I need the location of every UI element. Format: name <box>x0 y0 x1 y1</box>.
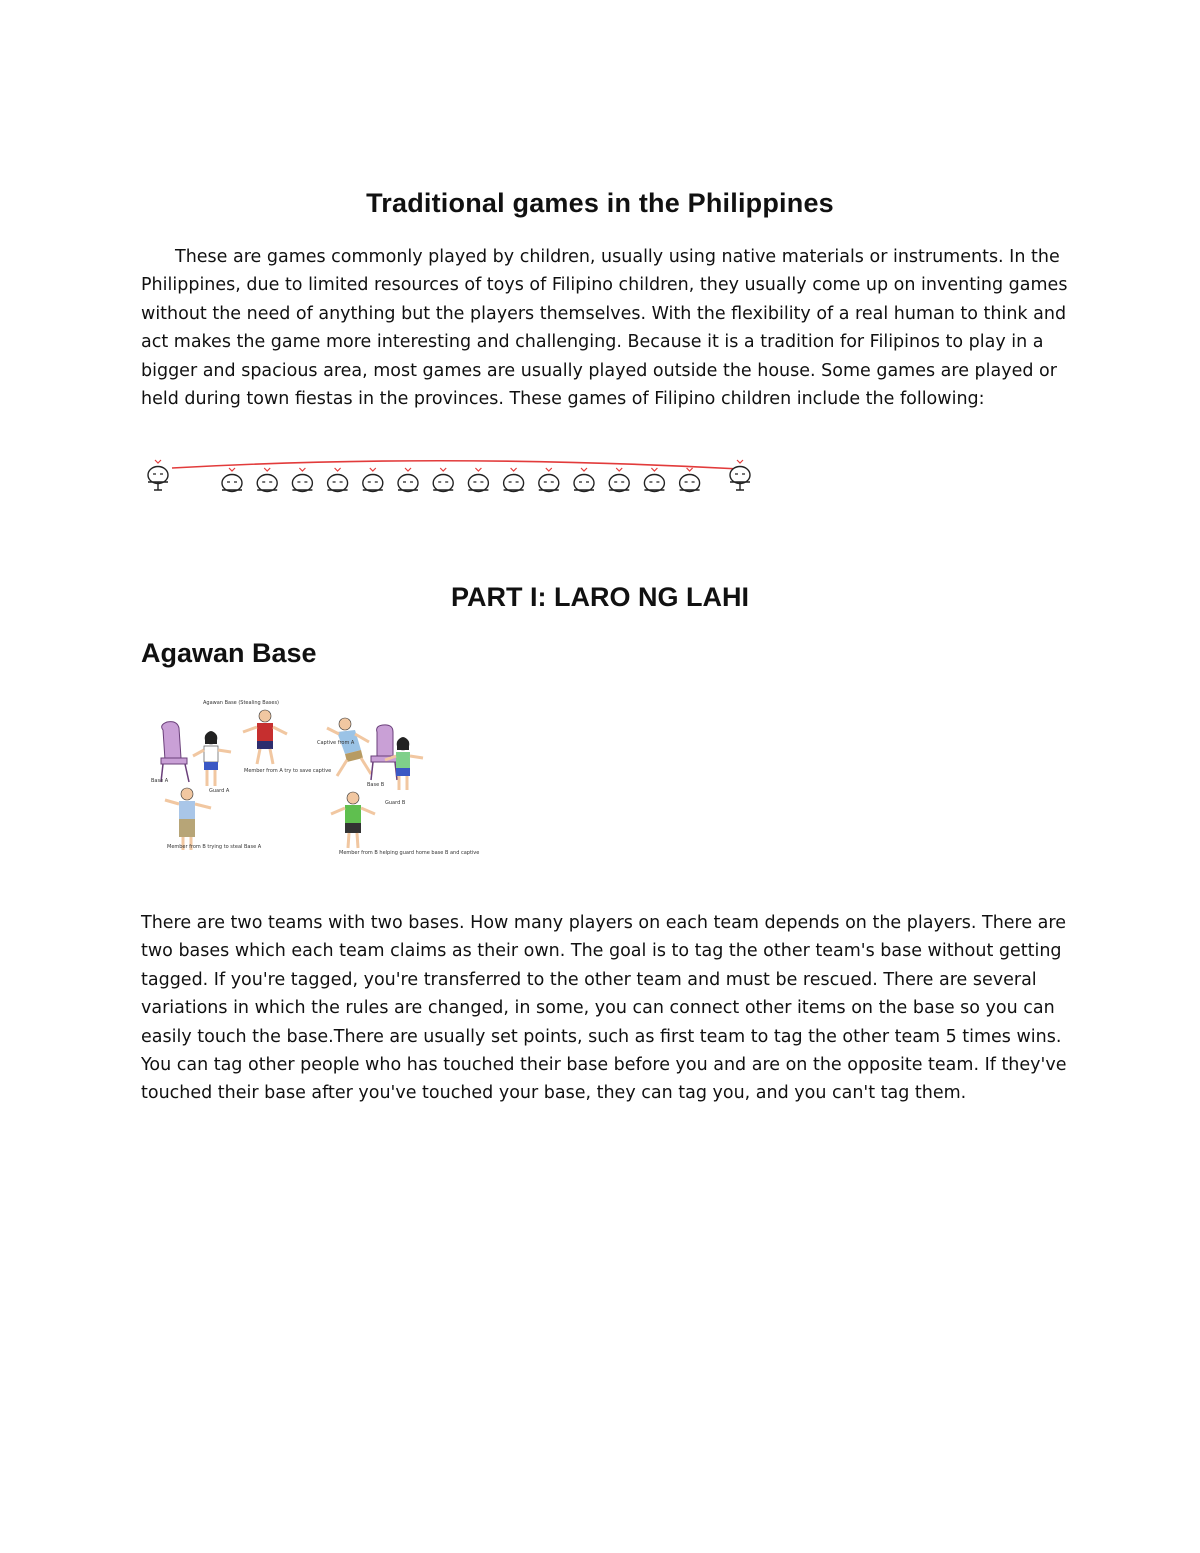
jumper-face-icon <box>680 468 700 492</box>
agawan-base-illustration <box>141 690 480 890</box>
jumper-face-icon <box>328 468 348 492</box>
label-member-b-help: Member from B helping guard home base B and captive <box>339 850 480 856</box>
intro-paragraph: These are games commonly played by children, usually using native materials or instruments. In the Philippines, due to limited resources of toys of Filipino children, they usually come up on inventing games without the need of anything but the players themselves. With the flexibility of a real human to think and act makes the game more interesting and challenging. Because it is a tradition for Filipinos to play in a bigger and spacious area, most games are usually played outside the house. Some games are played or held during town fiestas in the provinces. These games of Filipino children include the following: <box>141 247 1068 410</box>
jumper-face-icon <box>363 468 383 492</box>
part-heading: PART I: LARO NG LAHI <box>451 582 749 612</box>
jumper-face-icon <box>609 468 629 492</box>
member-b-help-figure-icon <box>331 792 375 848</box>
section-body-paragraph: There are two teams with two bases. How many players on each team depends on the players. There are two bases which each team claims as their own. The goal is to tag the other team's base without getting tagged. If you're tagged, you're transferred to the other team and must be rescued. There are several variations in which the rules are changed, in some, you can connect other items on the base so you can easily touch the base.There are usually set points, such as first team to tag the other team 5 times wins. You can tag other people who has touched their base before you and are on the opposite team. If they've touched their base after you've touched your base, they can tag you, and you can't tag them. <box>141 913 1067 1104</box>
document-title: Traditional games in the Philippines <box>366 188 834 218</box>
rope-icon <box>172 461 740 469</box>
jumper-face-icon <box>222 468 242 492</box>
jumper-face-icon <box>292 468 312 492</box>
member-b-steal-figure-icon <box>165 788 211 850</box>
rope-holder-face-icon <box>148 460 168 490</box>
label-member-b-steal: Member from B trying to steal Base A <box>167 844 262 850</box>
jumper-face-icon <box>433 468 453 492</box>
rope-holder-face-icon <box>730 460 750 490</box>
jumper-face-icon <box>257 468 277 492</box>
captive-figure-icon <box>327 718 371 776</box>
label-member-a: Member from A try to save captive <box>244 768 332 774</box>
label-base-b: Base B <box>367 782 385 788</box>
jump-rope-divider <box>140 455 760 505</box>
label-captive: Captive from A <box>317 740 355 746</box>
illustration-caption: Agawan Base (Stealing Bases) <box>203 700 280 706</box>
jumper-face-icon <box>468 468 488 492</box>
base-a-chair-icon <box>161 722 189 782</box>
jumper-face-icon <box>644 468 664 492</box>
label-guard-a: Guard A <box>209 788 230 794</box>
label-guard-b: Guard B <box>385 800 406 806</box>
label-base-a: Base A <box>151 778 169 784</box>
member-a-figure-icon <box>243 710 287 764</box>
jumper-face-icon <box>539 468 559 492</box>
base-b-chair-icon <box>371 725 397 780</box>
jumper-face-icon <box>574 468 594 492</box>
guard-a-figure-icon <box>193 731 231 786</box>
section-heading: Agawan Base <box>141 638 317 668</box>
jumper-face-icon <box>504 468 524 492</box>
jumper-face-icon <box>398 468 418 492</box>
